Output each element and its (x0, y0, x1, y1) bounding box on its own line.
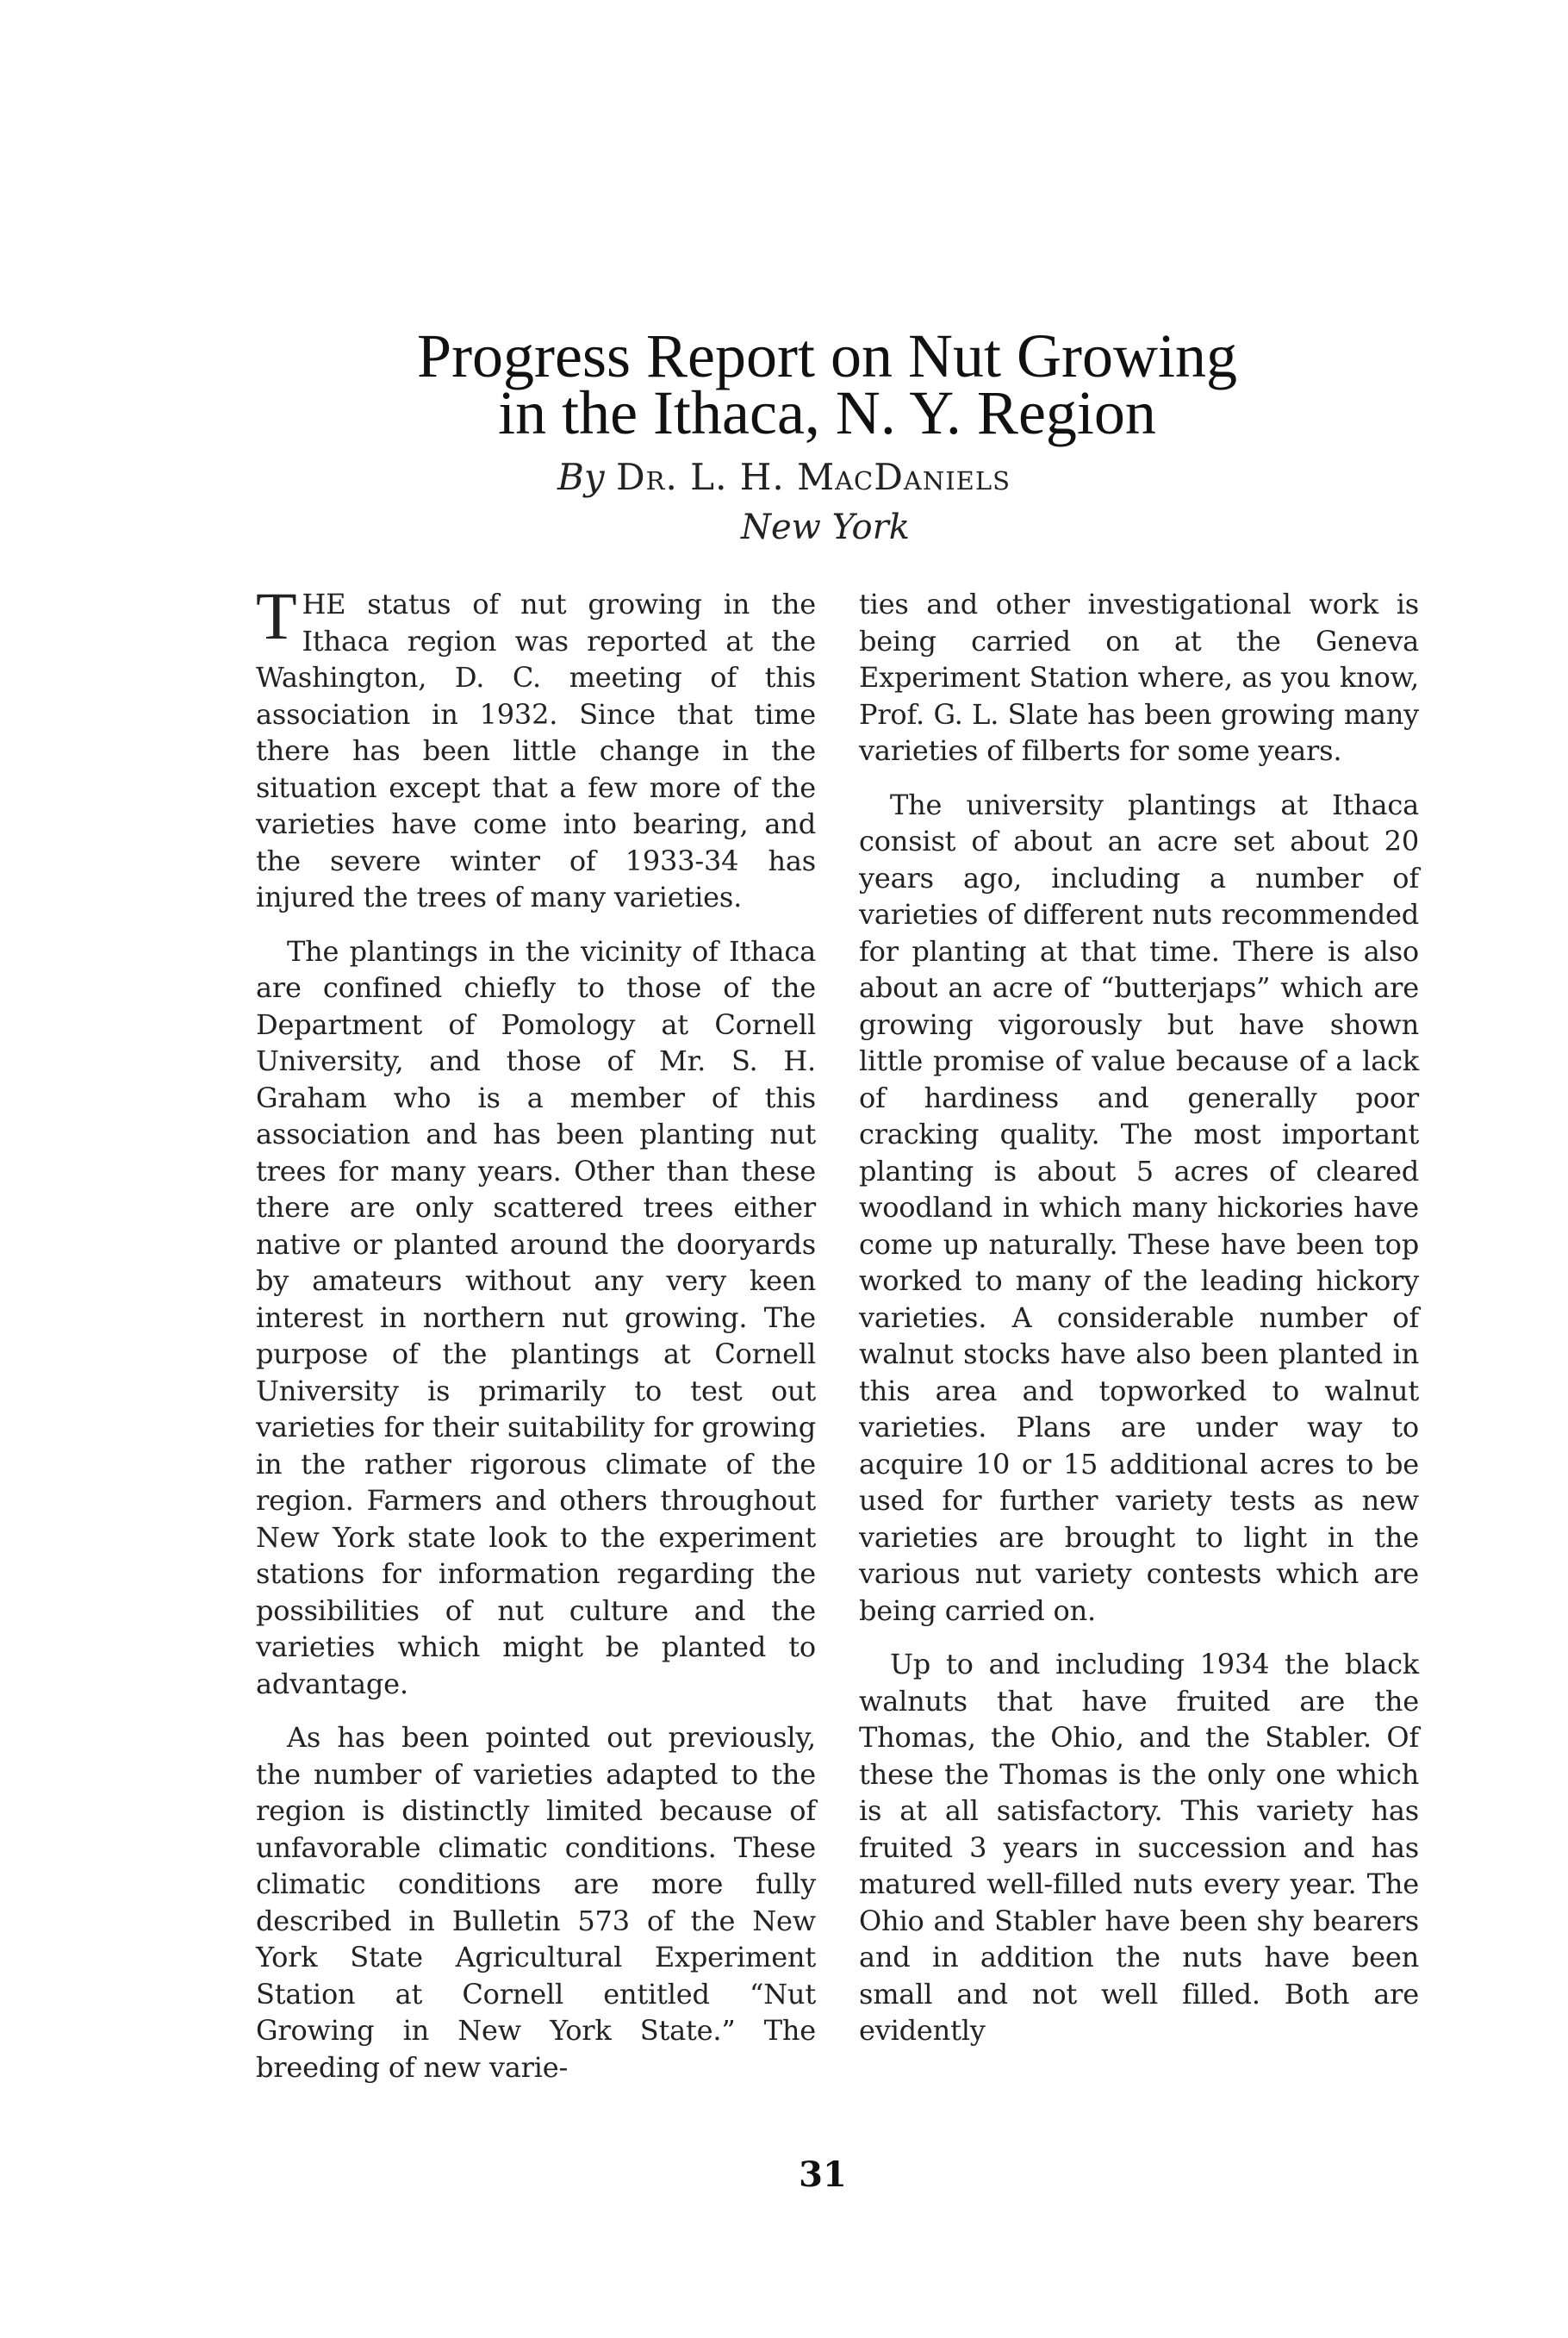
left-column (256, 578, 816, 2103)
paragraph: ties and other investigational work is being carried on at the Geneva Experiment Station where, as you know, Prof. G. L. Slate has been growing many varieties of filberts for some years. (859, 588, 1419, 767)
author-name: Dr. L. H. MacDaniels (615, 456, 1011, 498)
paragraph-text: HE status of nut growing in the Ithaca region was reported at the Washington, D. C. meeting of this association in 1932. Since that time there has been little change in the situation except that a few more of the varieties have come into bearing, and the severe winter of 1933-34 has injured the trees of many varieties. (256, 588, 816, 913)
paragraph: As has been pointed out previously, the number of varieties adapted to the region is distinctly limited because of unfavorable climatic conditions. These climatic conditions are more fully described in Bulletin 573 of the New York State Agricultural Experiment Station at Cornell entitled “Nut Growing in New York State.” The breeding of new varie- (256, 1721, 816, 2084)
byline-by: By (557, 456, 605, 498)
article-title-line-1: Progress Report on Nut Growing (417, 321, 1237, 390)
page-number: 31 (799, 2154, 847, 2195)
author-location: New York (741, 508, 910, 547)
byline (0, 457, 1568, 498)
article-title-line-2: in the Ithaca, N. Y. Region (498, 378, 1156, 447)
right-column (859, 586, 1419, 2067)
paragraph: The plantings in the vicinity of Ithaca are confined chiefly to those of the Department of Pomology at Cornell University, and those of Mr. S. H. Graham who is a member of this association and has been planting nut trees for many years. Other than these there are only scattered trees either native or planted around the dooryards by amateurs without any very keen interest in northern nut growing. The purpose of the plantings at Cornell University is primarily to test out varieties for their suitability for growing in the rather rigorous climate of the region. Farmers and others throughout New York state look to the experiment stations for information regarding the possibilities of nut culture and the varieties which might be planted to advantage. (256, 934, 816, 1700)
paragraph: Up to and including 1934 the black walnuts that have fruited are the Thomas, the Ohio, and the Stabler. Of these the Thomas is the only one which is at all satisfactory. This variety has fruited 3 years in succession and has matured well-filled nuts every year. The Ohio and Stabler have been shy bearers and in addition the nuts have been small and not well filled. Both are evidently (859, 1648, 1419, 2047)
paragraph: The university plantings at Ithaca consist of about an acre set about 20 years ago, including a number of varieties of different nuts recommended for planting at that time. There is also about an acre of “butterjaps” which are growing vigorously but have shown little promise of value because of a lack of hardiness and generally poor cracking quality. The most important planting is about 5 acres of cleared woodland in which many hickories have come up naturally. These have been top worked to many of the leading hickory varieties. A considerable number of walnut stocks have also been planted in this area and topworked to walnut varieties. Plans are under way to acquire 10 or 15 additional acres to be used for further variety tests as new varieties are brought to light in the various nut variety contests which are being carried on. (859, 788, 1419, 1627)
drop-cap: T (256, 578, 297, 653)
paragraph (256, 578, 816, 916)
